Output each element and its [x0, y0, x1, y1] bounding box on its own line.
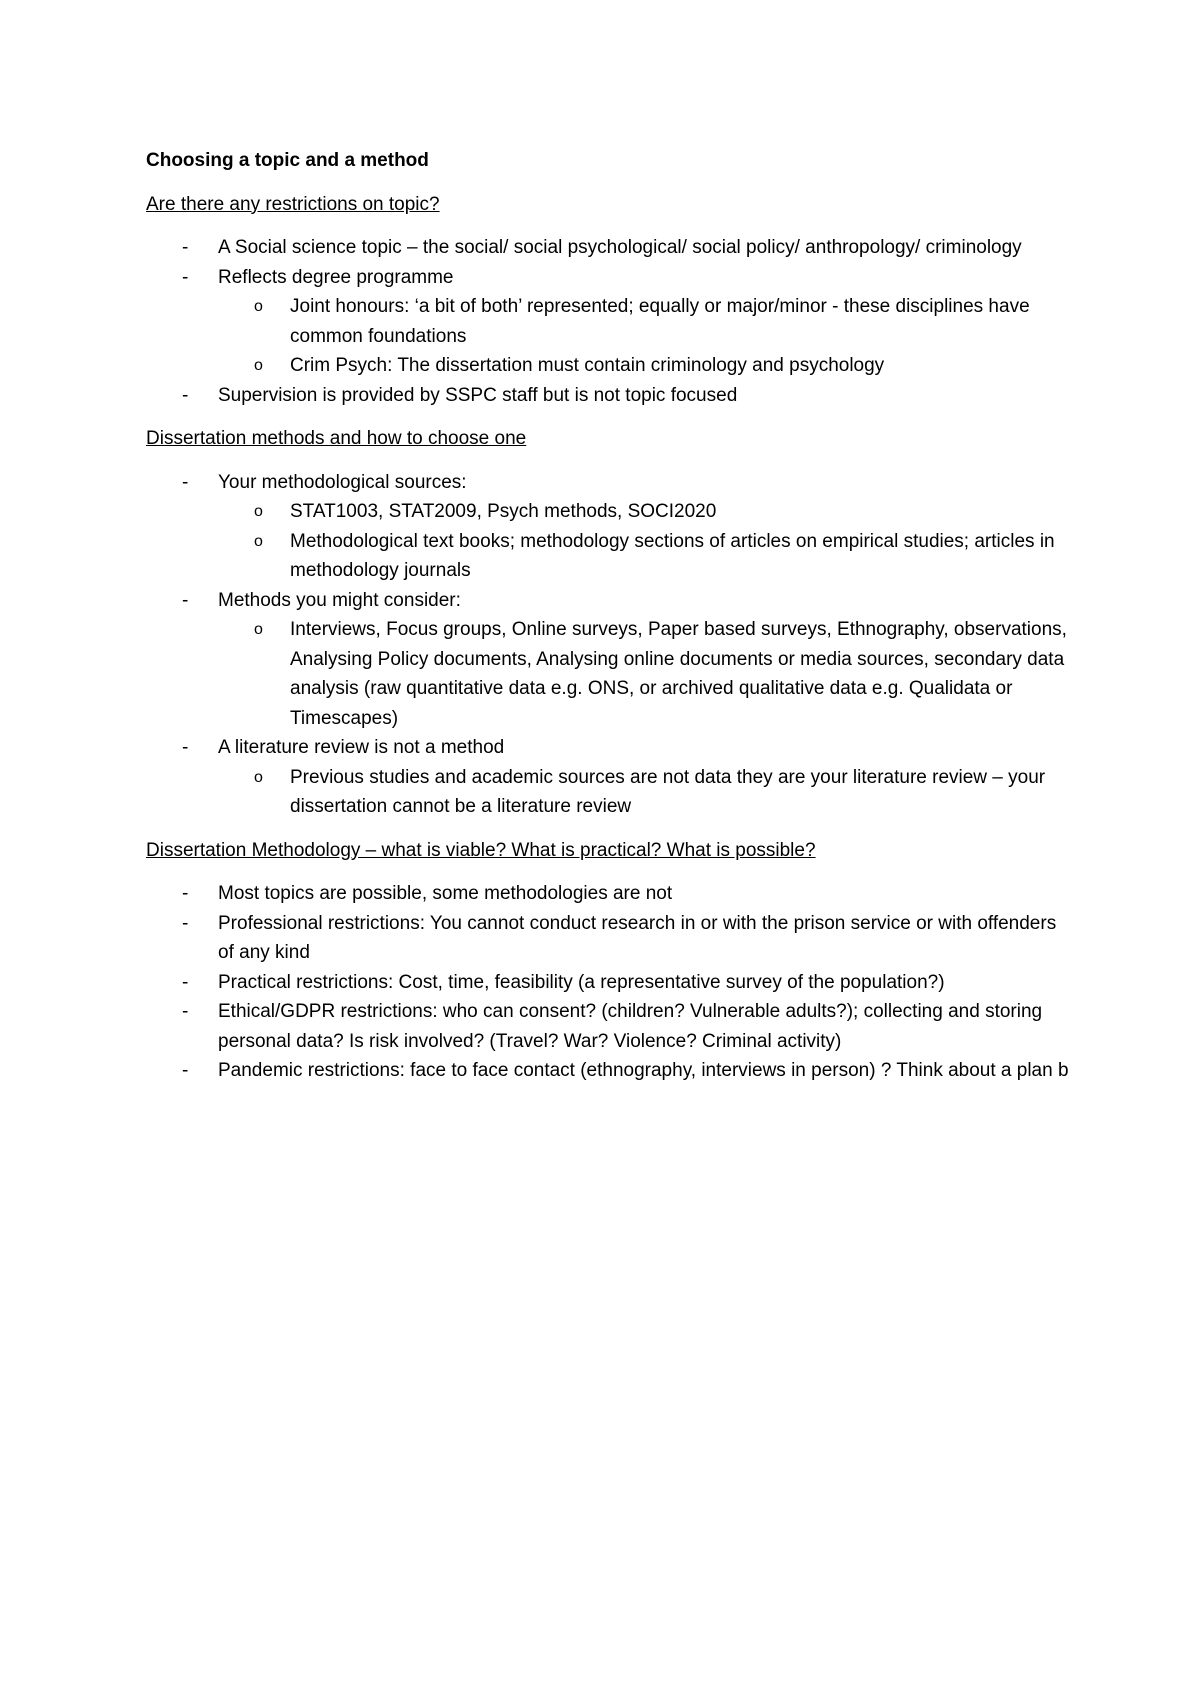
sub-bullet-list [218, 615, 1076, 733]
list-item-text: Professional restrictions: You cannot conduct research in or with the prison service or with offenders of any kind [218, 912, 1057, 963]
circle-bullet: o [254, 768, 263, 786]
list-item [146, 909, 1076, 968]
list-item-text: Supervision is provided by SSPC staff but is not topic focused [218, 384, 738, 406]
list-item-text: Most topics are possible, some methodologies are not [218, 883, 673, 904]
dash-bullet: - [182, 589, 189, 611]
list-item [146, 1056, 1076, 1086]
sub-list-item-text: Joint honours: ‘a bit of both’ represented; equally or major/minor - these disciplines have common foundations [290, 296, 1030, 347]
list-item [146, 586, 1076, 734]
list-item [146, 468, 1076, 586]
list-item [146, 997, 1076, 1056]
document-body [146, 146, 1076, 1100]
bullet-list-restrictions [146, 233, 1076, 410]
list-item [146, 263, 1076, 381]
dash-bullet: - [182, 912, 189, 934]
dash-bullet: - [182, 266, 189, 288]
list-item-text: Methods you might consider: [218, 589, 461, 611]
dash-bullet: - [182, 471, 189, 493]
circle-bullet: o [254, 357, 263, 374]
sub-list-item [218, 615, 1076, 733]
sub-list-item [218, 292, 1076, 351]
dash-bullet: - [182, 384, 189, 406]
dash-bullet: - [182, 237, 189, 258]
list-item [146, 233, 1076, 263]
list-item-text: Practical restrictions: Cost, time, feasibility (a representative survey of the population?) [218, 971, 945, 993]
dash-bullet: - [182, 971, 189, 993]
dash-bullet: - [182, 737, 189, 758]
section-heading-methodology: Dissertation Methodology – what is viable? What is practical? What is possible? [146, 839, 816, 861]
sub-bullet-list [218, 292, 1076, 381]
section-heading-restrictions: Are there any restrictions on topic? [146, 193, 440, 215]
list-item-text: A Social science topic – the social/ social psychological/ social policy/ anthropology/ criminology [218, 237, 1022, 258]
sub-list-item-text: Previous studies and academic sources are not data they are your literature review – your dissertation cannot be a literature review [290, 766, 1046, 817]
sub-list-item-text: STAT1003, STAT2009, Psych methods, SOCI2020 [290, 501, 717, 522]
section-heading-methods: Dissertation methods and how to choose one [146, 428, 527, 449]
sub-list-item-text: Crim Psych: The dissertation must contain criminology and psychology [290, 355, 885, 376]
list-item [146, 968, 1076, 998]
sub-list-item-text: Interviews, Focus groups, Online surveys, Paper based surveys, Ethnography, observations, Analysing Policy documents, Analysing online documents or media sources, secondary data analysis (raw quantitative data e.g. ONS, or archived qualitative data e.g. Qualidata or Timescapes) [290, 619, 1067, 729]
list-item [146, 879, 1076, 909]
circle-bullet: o [254, 532, 263, 550]
circle-bullet: o [254, 298, 263, 315]
list-item-text: Reflects degree programme [218, 266, 454, 288]
dash-bullet: - [182, 1060, 189, 1081]
sub-bullet-list [218, 497, 1076, 586]
list-item-text: Your methodological sources: [218, 471, 467, 493]
bullet-list-methods [146, 468, 1076, 822]
list-item-text: Ethical/GDPR restrictions: who can consent? (children? Vulnerable adults?); collecting and storing personal data? Is risk involved? (Travel? War? Violence? Criminal activity) [218, 1001, 1043, 1052]
list-item-text: Pandemic restrictions: face to face contact (ethnography, interviews in person) ? Think about a plan b [218, 1060, 1069, 1081]
circle-bullet: o [254, 503, 263, 520]
list-item [146, 381, 1076, 411]
sub-list-item [218, 763, 1076, 822]
document-title: Choosing a topic and a method [146, 150, 429, 171]
sub-list-item [218, 351, 1076, 381]
list-item [146, 733, 1076, 822]
dash-bullet: - [182, 883, 189, 904]
sub-list-item [218, 527, 1076, 586]
list-item-text: A literature review is not a method [218, 737, 505, 758]
circle-bullet: o [254, 621, 263, 638]
sub-bullet-list [218, 763, 1076, 822]
sub-list-item-text: Methodological text books; methodology sections of articles on empirical studies; articles in methodology journals [290, 530, 1055, 581]
bullet-list-methodology [146, 879, 1076, 1086]
dash-bullet: - [182, 1001, 189, 1022]
sub-list-item [218, 497, 1076, 527]
